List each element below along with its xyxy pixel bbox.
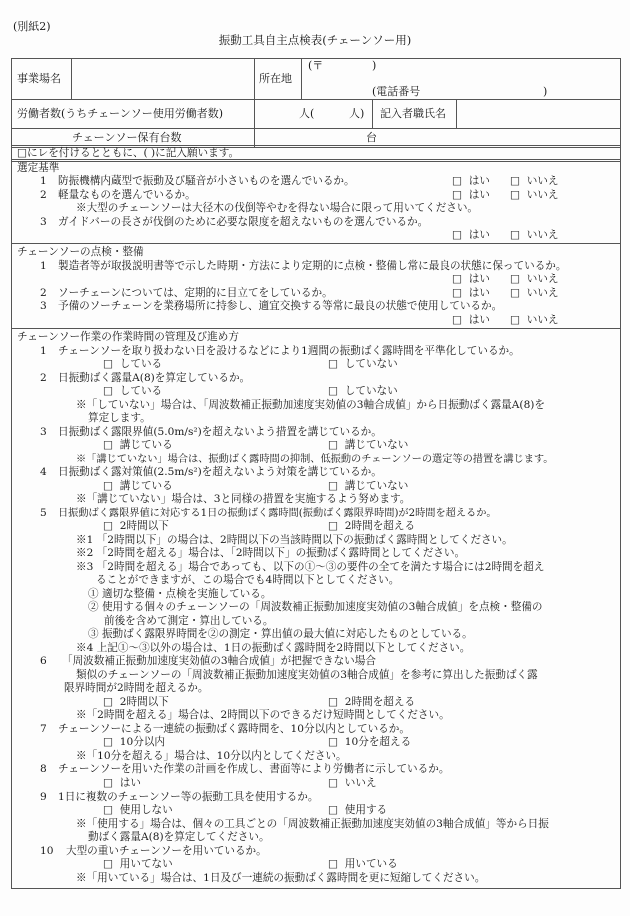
checkbox[interactable]: □ [103,736,114,748]
question-text: 類似のチェーンソーの「周波数補正振動加速度実効値の3軸合成値」を参考に算出した振動ばく露 [76,669,538,681]
workers-unit-2: 人) [349,107,365,120]
note: ※「2時間を超える」場合は、2時間以下のできるだけ短時間としてください。 [76,709,450,721]
option-a[interactable] [103,520,169,533]
checkbox[interactable]: □ [452,287,463,299]
checkbox[interactable]: □ [510,287,521,299]
divider [11,161,621,162]
item-number: 5 [40,507,47,519]
question-text: ソーチェーンについては、定期的に目立てをしているか。 [58,287,333,299]
yes-option[interactable] [452,229,490,242]
note: ① 適切な整備・点検を実施している。 [88,588,272,600]
item-number: 9 [40,791,47,803]
divider [372,99,373,128]
workplace-label: 事業場名 [17,72,61,85]
no-label: いいえ [526,229,559,241]
yes-option[interactable] [452,273,490,286]
no-option[interactable] [510,229,559,242]
checkbox[interactable]: □ [452,314,463,326]
question-text: ガイドバーの長さが伐倒のために必要な限度を超えないものを選んでいるか。 [58,216,429,228]
checkbox[interactable]: □ [103,696,114,708]
section-title-selection: 選定基準 [17,162,60,174]
checkbox[interactable]: □ [328,696,339,708]
question-text: 限界時間が2時間を超えるか。 [64,682,209,694]
option-b[interactable] [328,858,398,871]
option-label: していない [344,358,398,370]
note: ② 使用する個々のチェーンソーの「周波数補正振動加速度実効値の3軸合成値」を点検・整備の [88,601,543,613]
note: ※「講じていない」場合は、振動ばく露時間の抑制、低振動のチェーンソーの選定等の措置を講じます。 [76,454,554,465]
note: ※3 「2時間を超える」場合であっても、以下の①～③の要件の全てを満たす場合には2時間を超え [76,561,545,573]
no-option[interactable] [510,287,559,300]
workers-label: 労働者数(うちチェーンソー使用労働者数) [17,107,224,120]
checkbox[interactable]: □ [103,777,114,789]
yes-option[interactable] [452,189,490,202]
option-label: している [119,358,163,370]
instructions: □にレを付けるとともに、( )に記入願います。 [17,147,240,159]
postal-prefix: (〒 [308,59,324,72]
item-number: 1 [40,345,47,357]
question-text: チェーンソーによる一連続の振動ばく露時間を、10分以内としているか。 [58,723,410,735]
no-label: いいえ [526,175,559,187]
yes-label: はい [468,175,490,187]
option-label: している [119,385,163,397]
yes-label: はい [468,189,490,201]
recorder-label: 記入者職氏名 [380,107,446,120]
option-a[interactable] [103,358,162,371]
question-text: 大型の重いチェーンソーを用いているか。 [66,845,267,857]
no-label: いいえ [526,273,559,285]
item-number: 8 [40,763,47,775]
option-label: 2時間以下 [119,696,169,708]
note: ※「講じていない」場合は、3と同様の措置を実施するよう努めます。 [76,493,411,505]
item-number: 7 [40,723,47,735]
checkbox[interactable]: □ [328,439,339,451]
item-number: 3 [40,216,47,228]
question-text: 軽量なものを選んでいるか。 [58,189,196,201]
note: ることができますが、この場合でも4時間以下としてください。 [96,574,400,586]
chainsaw-count-label: チェーンソー保有台数 [72,131,182,144]
option-label: 使用する [344,804,388,816]
option-b[interactable] [328,520,415,533]
option-label: していない [344,385,398,397]
note: ※大型のチェーンソーは大径木の伐倒等やむを得ない場合に限って用いてください。 [76,202,479,214]
note: ※「用いている」場合は、1日及び一連続の振動ばく露時間を更に短縮してください。 [76,872,486,884]
note: ※「使用する」場合は、個々の工具ごとの「周波数補正振動加速度実効値の3軸合成値」等から日振 [76,818,549,830]
option-label: いいえ [344,777,377,789]
note: ※「していない」場合は、「周波数補正振動加速度実効値の3軸合成値」から日振動ばく露量A(8)を [76,399,546,411]
divider [11,145,621,146]
option-b[interactable] [328,804,387,817]
question-text: チェーンソーを用いた作業の計画を作成し、書面等により労働者に示しているか。 [58,763,450,775]
section-title-maintenance: チェーンソーの点検・整備 [17,246,144,258]
checkbox[interactable]: □ [510,175,521,187]
yes-label: はい [468,273,490,285]
checkbox[interactable]: □ [103,385,114,397]
checkbox[interactable]: □ [510,273,521,285]
question-text: 1日に複数のチェーンソー等の振動工具を使用するか。 [58,791,319,803]
no-label: いいえ [526,189,559,201]
option-label: 講じていない [344,439,409,451]
option-b[interactable] [328,358,398,371]
item-number: 2 [40,372,47,384]
checkbox[interactable]: □ [328,385,339,397]
checkbox[interactable]: □ [328,520,339,532]
checkbox[interactable]: □ [328,736,339,748]
question-text: 日振動ばく露限界値(5.0m/s²)を超えないよう措置を講じているか。 [58,426,382,438]
option-b[interactable] [328,385,398,398]
item-number: 2 [40,189,47,201]
checkbox[interactable]: □ [103,804,114,816]
option-label: 使用しない [119,804,173,816]
note: ※4 上記①～③以外の場合は、1日の振動ばく露時間を2時間以下としてください。 [76,642,471,654]
address-label: 所在地 [259,72,292,85]
item-number: 4 [40,466,47,478]
option-a[interactable] [103,385,162,398]
note: 動ばく露量A(8)を算定してください。 [88,831,270,843]
question-text: 日振動ばく露量A(8)を算定しているか。 [58,372,251,384]
recorder-field[interactable] [457,100,620,127]
checkbox[interactable]: □ [328,358,339,370]
option-label: 用いてない [119,858,173,870]
checkbox[interactable]: □ [510,189,521,201]
checkbox[interactable]: □ [510,314,521,326]
option-a[interactable] [103,696,169,709]
note: ※1 「2時間以下」の場合は、2時間以下の当該時間以下の振動ばく露時間としてください。 [76,534,513,546]
section-title-work-time: チェーンソー作業の作業時間の管理及び進め方 [17,331,239,343]
option-label: 2時間以下 [119,520,169,532]
yes-option[interactable] [452,314,490,327]
note: 前後を含めて測定・算出している。 [104,615,274,627]
item-number: 3 [40,426,47,438]
question-text: 予備のソーチェーンを業務場所に持参し、適宜交換する等常に最良の状態で使用しているか。 [58,300,503,312]
option-label: 10分を超える [344,736,412,748]
option-a[interactable] [103,480,173,493]
no-label: いいえ [526,287,559,299]
yes-label: はい [468,287,490,299]
yes-option[interactable] [452,287,490,300]
checkbox[interactable]: □ [103,858,114,870]
checkbox[interactable]: □ [103,358,114,370]
no-label: いいえ [526,314,559,326]
question-text: 日振動ばく露対策値(2.5m/s²)を超えないよう対策を講じているか。 [58,466,382,478]
workers-count-field[interactable] [255,100,371,127]
checkbox[interactable]: □ [103,520,114,532]
checkbox[interactable]: □ [452,189,463,201]
note: ※2 「2時間を超える」場合は、「2時間以下」の振動ばく露時間としてください。 [76,547,466,559]
option-a[interactable] [103,736,165,749]
question-text: 防振機構内蔵型で振動及び騒音が小さいものを選んでいるか。 [58,175,355,187]
chainsaw-count-field[interactable] [255,129,620,144]
question-text: チェーンソーを取り扱わない日を設けるなどにより1週間の振動ばく露時間を平準化しているか。 [58,345,520,357]
annex-label: (別紙2) [13,20,51,33]
item-number: 10 [40,845,54,857]
question-text: 「周波数補正振動加速度実効値の3軸合成値」が把握できない場合 [62,655,376,667]
checkbox[interactable]: □ [328,858,339,870]
page-title: 振動工具自主点検表(チェーンソー用) [218,33,412,47]
address-field[interactable] [302,59,620,98]
option-a[interactable] [103,804,173,817]
question-text: 製造者等が取扱説明書等で示した時期・方法により定期的に点検・整備し常に最良の状態に保っているか。 [58,260,567,272]
checkbox[interactable]: □ [328,480,339,492]
workers-unit-1: 人( [299,107,315,120]
option-a[interactable] [103,777,141,790]
yes-label: はい [468,314,490,326]
note: ※「10分を超える」場合は、10分以内としてください。 [76,750,347,762]
option-b[interactable] [328,696,415,709]
question-text: 日振動ばく露限界値に対応する1日の振動ばく露時間(振動ばく露限界時間)が2時間を超えるか。 [58,508,497,519]
note: ③ 振動ばく露限界時間を②の測定・算出値の最大値に対応したものとしている。 [88,628,473,640]
checkbox[interactable]: □ [452,175,463,187]
option-label: 10分以内 [119,736,166,748]
phone-suffix: ) [543,85,548,98]
section-divider [11,328,621,329]
yes-label: はい [468,229,490,241]
chainsaw-count-unit: 台 [366,131,377,144]
postal-suffix: ) [372,59,377,72]
option-label: 用いている [344,858,398,870]
checkbox[interactable]: □ [452,273,463,285]
item-number: 3 [40,300,47,312]
option-b[interactable] [328,736,411,749]
checkbox[interactable]: □ [328,804,339,816]
option-b[interactable] [328,480,408,493]
no-option[interactable] [510,175,559,188]
yes-option[interactable] [452,175,490,188]
checkbox[interactable]: □ [103,439,114,451]
option-label: 2時間を超える [344,520,416,532]
item-number: 2 [40,287,47,299]
no-option[interactable] [510,189,559,202]
option-label: はい [119,777,141,789]
option-label: 2時間を超える [344,696,416,708]
checkbox[interactable]: □ [328,777,339,789]
item-number: 1 [40,175,47,187]
workplace-field[interactable] [72,59,253,98]
checkbox[interactable]: □ [103,480,114,492]
option-label: 講じている [119,439,173,451]
note: 算定します。 [88,412,151,424]
option-label: 講じている [119,480,173,492]
option-b[interactable] [328,777,377,790]
no-option[interactable] [510,273,559,286]
option-b[interactable] [328,439,408,452]
checkbox[interactable]: □ [452,229,463,241]
item-number: 6 [40,655,47,667]
option-a[interactable] [103,439,173,452]
item-number: 1 [40,260,47,272]
phone-label: (電話番号 [372,85,421,98]
option-a[interactable] [103,858,173,871]
option-label: 講じていない [344,480,409,492]
checkbox[interactable]: □ [510,229,521,241]
section-divider [11,243,621,244]
no-option[interactable] [510,314,559,327]
